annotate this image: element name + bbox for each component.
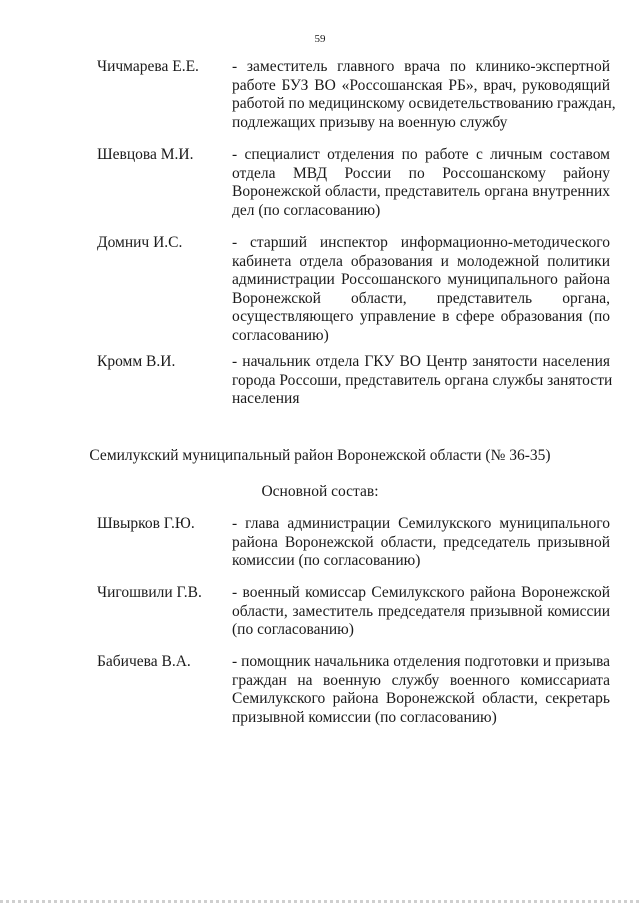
member-description	[232, 653, 610, 727]
description-line: района Воронежской области, председатель призывной	[232, 533, 610, 551]
description-line: согласованию)	[232, 326, 329, 344]
description-line: администрации Россошанского муниципального района	[232, 271, 610, 288]
description-line: дел (по согласованию)	[232, 201, 381, 219]
member-name: Бабичева В.А.	[97, 653, 191, 670]
member-description	[232, 146, 610, 220]
member-description	[232, 515, 610, 571]
description-line: - заместитель главного врача по клинико-экспертной	[232, 58, 610, 75]
description-line: - специалист отделения по работе с личным составом	[232, 146, 610, 163]
description-line: - глава администрации Семилукского муниципального	[232, 515, 610, 532]
description-line: - помощник начальника отделения подготовки и призыва	[232, 653, 610, 670]
description-line: Воронежской области, представитель органа внутренних	[232, 183, 610, 200]
description-line: - начальник отдела ГКУ ВО Центр занятости населения	[232, 353, 610, 370]
member-name: Чигошвили Г.В.	[97, 584, 202, 601]
description-line: Воронежской области, представитель органа,	[232, 289, 610, 307]
description-line: подлежащих призыву на военную службу	[232, 113, 508, 131]
member-description	[232, 584, 610, 640]
description-line: граждан на военную службу военного комиссариата	[232, 671, 610, 689]
member-name: Чичмарева Е.Е.	[97, 58, 199, 75]
description-line: работе БУЗ ВО «Россошанская РБ», врач, руководящий	[232, 76, 610, 94]
description-line: - старший инспектор информационно-методического	[232, 234, 610, 251]
description-line: области, заместитель председателя призывной комиссии	[232, 602, 610, 620]
description-line: комиссии (по согласованию)	[232, 552, 421, 569]
description-line: отдела МВД России по Россошанскому району	[232, 164, 610, 182]
description-line: Семилукского района Воронежской области, секретарь	[232, 690, 610, 707]
subsection-title: Основной состав:	[261, 483, 379, 500]
description-line: призывной комиссии (по согласованию)	[232, 708, 497, 726]
description-line: - военный комиссар Семилукского района Воронежской	[232, 584, 610, 601]
description-line: (по согласованию)	[232, 621, 354, 638]
page-number: 59	[314, 33, 326, 45]
description-line: осуществляющего управление в сфере образования (по	[232, 308, 610, 325]
description-line: населения	[232, 390, 300, 407]
description-line: кабинета отдела образования и молодежной политики	[232, 252, 610, 270]
description-line: города Россоши, представитель органа службы занятости	[232, 371, 613, 389]
section-title: Семилукский муниципальный район Воронежской области (№ 36-35)	[89, 447, 551, 464]
member-description	[232, 234, 610, 345]
member-name: Домнич И.С.	[97, 234, 183, 251]
member-name: Швырков Г.Ю.	[97, 515, 195, 532]
description-line: работой по медицинскому освидетельствованию граждан,	[232, 95, 616, 112]
member-description	[232, 58, 616, 132]
member-name: Кромм В.И.	[97, 353, 176, 370]
member-name: Шевцова М.И.	[97, 146, 194, 163]
member-description	[232, 353, 613, 409]
